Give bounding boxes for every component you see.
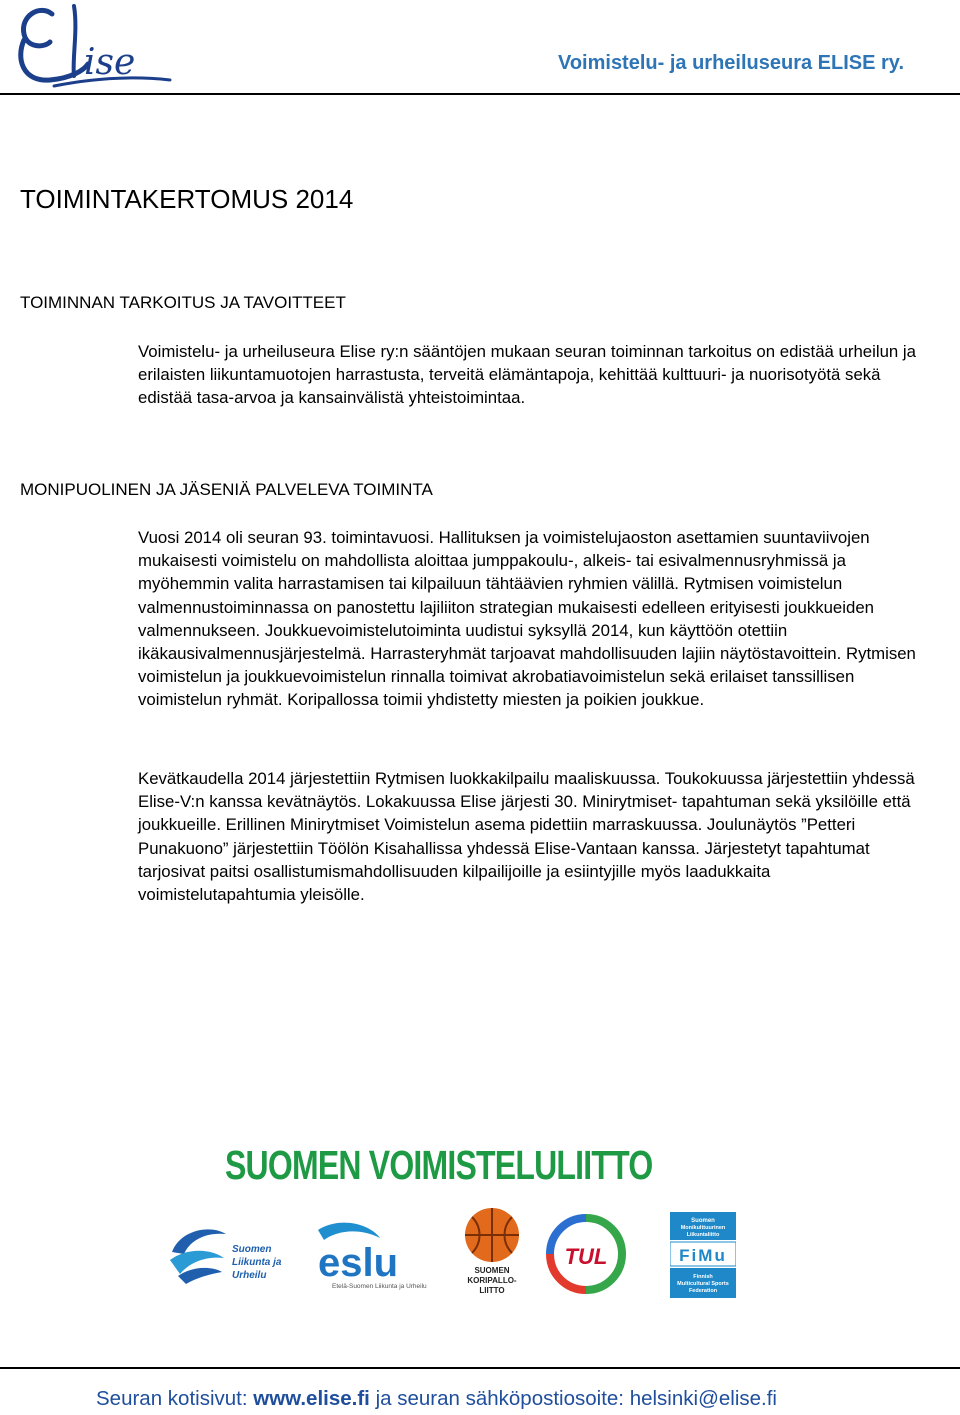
footer-contact — [96, 1387, 777, 1411]
svg-text:Etelä-Suomen Liikunta ja Urhei: Etelä-Suomen Liikunta ja Urheilu — [332, 1283, 427, 1290]
svg-text:ise: ise — [84, 42, 136, 83]
eslu-logo — [310, 1218, 434, 1292]
svl-banner: SUOMEN VOIMISTELULIITTO — [225, 1142, 653, 1188]
svg-text:Finnish: Finnish — [693, 1274, 713, 1280]
svg-text:KORIPALLO-: KORIPALLO- — [467, 1276, 517, 1285]
footer-email-label: ja seuran sähköpostiosoite: — [375, 1387, 624, 1410]
svg-text:SUOMEN: SUOMEN — [474, 1266, 510, 1275]
svg-text:eslu: eslu — [318, 1241, 399, 1285]
svg-text:Federation: Federation — [688, 1288, 718, 1294]
svg-text:Multicultural Sports: Multicultural Sports — [677, 1281, 729, 1287]
fimu-logo — [670, 1212, 736, 1298]
footer-divider — [0, 1367, 960, 1369]
section-heading-services: MONIPUOLINEN JA JÄSENIÄ PALVELEVA TOIMINTA — [20, 480, 433, 499]
footer-homepage-label: Seuran kotisivut: — [96, 1387, 248, 1410]
section-heading-purpose: TOIMINNAN TARKOITUS JA TAVOITTEET — [20, 293, 346, 312]
header-org-name: Voimistelu- ja urheiluseura ELISE ry. — [557, 52, 904, 74]
services-paragraph-1: Vuosi 2014 oli seuran 93. toimintavuosi. Hallituksen ja voimistelujaoston asettamien suuntaviivojen mukaisesti voimistelu on mahdollista aloittaa jumppakoulu-, alkeis- tai esivalmennusryhmissä ja myöhemmin valita harrastamisen tai kilpailuun tähtäävien ryhmien välillä. Rytmisen voimistelun valmennustoiminnassa on panostettu lajiliiton strategian mukaisesti edelleen erityisesti joukkueiden valmennukseen. Joukkuevoimistelutoiminta uudistui syksyllä 2014, kun käyttöön otettiin ikäkausivalmennusjärjestelmä. Harrasteryhmät tarjoavat mahdollisuuden lajiin näytöstavoittein. Rytmisen voimistelun ja joukkuevoimistelun rinnalla toimivat akrobatiavoimistelun sekä erilaiset tanssillisen voimistelun ryhmät. Koripallossa toimii yhdistetty miesten ja poikien joukkue. — [138, 528, 916, 710]
svg-text:TUL: TUL — [564, 1244, 608, 1269]
services-paragraph-2: Kevätkaudella 2014 järjestettiin Rytmisen luokkakilpailu maaliskuussa. Toukokuussa järjestettiin yhdessä Elise-V:n kanssa kevätnäytös. Lokakuussa Elise järjesti 30. Minirytmiset- tapahtuman sekä yksilöille että joukkueille. Erillinen Minirytmiset Voimistelun asema pidettiin marraskuussa. Joulunäytös ”Petteri Punakuono” järjestettiin Töölön Kisahallissa yhdessä Elise-Vantaan kanssa. Järjestetyt tapahtumat tarjosivat paitsi osallistumismahdollisuuden kilpailijoille ja esiintyjille myös laadukkaita voimistelutapahtumia yleisölle. — [138, 769, 915, 905]
svg-text:Suomen: Suomen — [691, 1218, 715, 1224]
koripalloliitto-logo — [460, 1205, 524, 1297]
purpose-paragraph: Voimistelu- ja urheiluseura Elise ry:n sääntöjen mukaan seuran toiminnan tarkoitus on edistää urheilun ja erilaisten liikuntamuotojen harrastusta, terveitä elämäntapoja, kehittää kulttuuri- ja nuorisotyötä sekä edistää tasa-arvoa ja kansainvälistä yhteistoimintaa. — [138, 342, 916, 408]
svg-text:Monikulttuurinen: Monikulttuurinen — [680, 1225, 726, 1231]
svg-text:Urheilu: Urheilu — [232, 1270, 267, 1281]
svg-text:Suomen: Suomen — [232, 1244, 272, 1255]
document-title: TOIMINTAKERTOMUS 2014 — [20, 184, 354, 214]
footer-email-link[interactable]: helsinki@elise.fi — [629, 1387, 777, 1410]
tul-logo — [544, 1212, 628, 1298]
svg-text:Liikunta ja: Liikunta ja — [232, 1257, 282, 1268]
footer-homepage-link[interactable]: www.elise.fi — [253, 1387, 370, 1410]
elise-logo — [14, 0, 174, 95]
svg-text:LIITTO: LIITTO — [479, 1286, 505, 1295]
slu-logo — [166, 1218, 290, 1288]
svg-text:Liikuntaliitto: Liikuntaliitto — [686, 1232, 720, 1238]
svg-text:FiMu: FiMu — [679, 1246, 727, 1265]
header-divider — [0, 93, 960, 95]
